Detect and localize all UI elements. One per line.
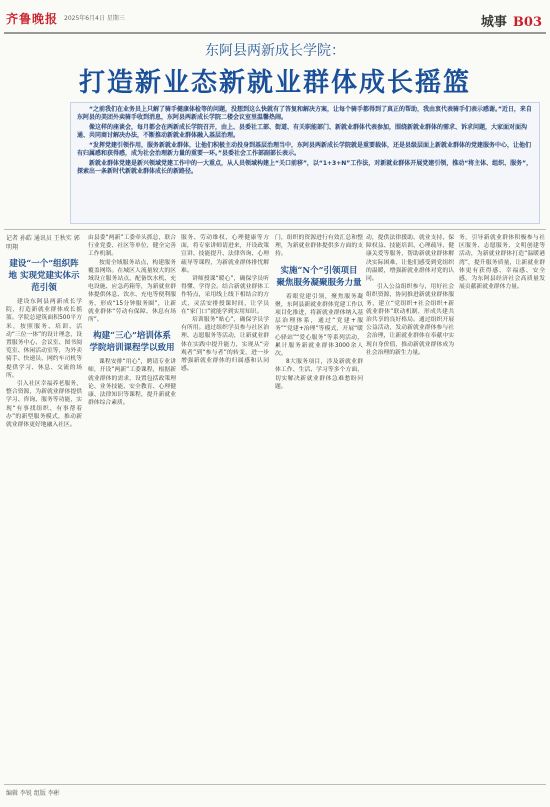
- body-paragraph: 建设东阿县两新成长学院，打造新就业群体成长摇篮。学院总建筑面积500平方米，按照服务、培训、活动“三位一体”的设计理念，设置服务中心、会议室、图书阅览室、休闲活动室等，为外卖骑手、快递员、网约车司机等提供学习、休息、交流的场所。: [6, 299, 82, 379]
- body-paragraph: 服务、劳动维权、心理健康等方面，将专家讲师请进来，开设政策宣讲、技能提升、法律咨询、心理疏导等课程，为新就业群体排忧解难。: [181, 235, 269, 274]
- reporter: 通讯员 王秋实: [33, 235, 72, 242]
- column-6: [459, 234, 545, 780]
- body-paragraph: 动，提供法律援助、就业支持、保障权益、技能培训、心理疏导、健康关爱等服务，帮助新就业群体解决实际困难，让他们感受到党组织的温暖，增强新就业群体对党的认同。: [366, 235, 454, 283]
- section-heading: 建设“一个”组织阵地 实现党建实体示范引领: [8, 259, 80, 293]
- divider: [4, 229, 546, 230]
- column-4: [275, 234, 363, 780]
- footer-rule: [4, 784, 546, 785]
- article-subtitle: 东阿县两新成长学院：: [205, 43, 345, 59]
- body-paragraph: 引入公益组织参与，用好社会组织资源，协同推进新就业群体服务，建立“党组织+社会组织+新就业群体”联动机制，形成共建共治共享的良好格局。通过组织开展公益活动，发动新就业群体参与社会治理，让新就业群体在奉献中实现自身价值，推动新就业群体成为社会治理的新生力量。: [366, 284, 454, 356]
- page-code: B03: [512, 15, 542, 30]
- reporter: 郭明翔: [6, 235, 80, 251]
- body-paragraph: 8大服务项目，涉及新就业群体工作、生活、学习等多个方面，切实解决新就业群体急难愁盼问题。: [275, 359, 363, 390]
- page-header: [0, 0, 550, 36]
- section-label: [481, 11, 542, 30]
- body-paragraph: 由县委“两新”工委牵头抓总，联合行业党委、社区等单位，健全完善工作机制。: [88, 235, 176, 258]
- issue-date: 2025年6月4日 星期三: [64, 15, 125, 22]
- lead-box: [70, 102, 540, 224]
- body-paragraph: 按需全域服务站点，构建服务覆盖网络。在城区人流量较大的区域设立服务站点，配备饮水机、充电设施、应急药箱等，为新就业群体提供休息、饮水、充电等便利服务，形成“15分钟服务圈”，让新就业群体“劳动有保障、休息有场所”。: [88, 259, 176, 324]
- lead-paragraph: 新就业群体党建是新兴领域党建工作中的一大重点，从人员领域构建上“关口前移”，以“1+3+N”工作法，对新就业群体开展党建引领，推动“将主体、组织、服务”，探索出一条新时代新就业群体成长的新路径。: [77, 160, 533, 175]
- section-heading: 构建“三心”培训体系 学院培训课程学以致用: [89, 331, 175, 354]
- column-2: [88, 234, 176, 780]
- column-5: [366, 234, 454, 780]
- section-name: 城事: [480, 15, 507, 30]
- article-title: 打造新业态新就业群体成长摇篮: [78, 68, 471, 98]
- reporter: 记者 孙皓: [6, 235, 32, 242]
- newspaper-logo: 齐鲁晚报: [6, 12, 59, 26]
- body-paragraph: 引入社区幸福养老服务，整合资源，为新就业群体提供学习、咨询、服务等功能，实现“有事找组织、有事帮着办”的新型服务模式，推动新就业群体更好地融入社区。: [6, 381, 82, 429]
- section-heading: 实施“N个”引领项目 聚焦服务凝聚服务力量: [276, 265, 362, 288]
- editor-credits: 编辑 李锐 组版 李彬: [6, 790, 60, 797]
- body-paragraph: 讲师授课“暖心”，确保学员听得懂、学得会。结合新就业群体工作特点，采用线上线下相结合的方式，灵活安排授课时间，让学员在“家门口”就能学到实用知识。: [181, 276, 269, 315]
- lead-paragraph: “发挥党建引领作用，服务新就业群体，让他们积极主动投身到基层治理当中，东阿县两新成长学院就是重要载体，还是县级层面上新就业群体的党建服务中心，让他们有归属感和获得感，成为社会治理新力量的重要一环。”县委社会工作部副部长表示。: [77, 142, 531, 157]
- column-3: [181, 234, 269, 780]
- column-1: [6, 234, 82, 780]
- lead-paragraph: “之前我们在业务员上只解了骑手健康体检等的问题，没想到这么快就有了答复和解决方案，让每个骑手都得到了真正的帮助，我由衷代表骑手们表示感谢。”近日，来自东阿县的美团外卖骑手收到消息，东阿县两新成长学院二楼会议室里温馨热闹。: [77, 106, 532, 121]
- body-paragraph: 培训服务“贴心”，确保学员学有所用。通过组织学员参与社区治理、志愿服务等活动，让新就业群体在实践中提升能力，实现从“旁观者”到“参与者”的转变，进一步增强新就业群体的归属感和认同感。: [181, 317, 269, 373]
- body-paragraph: 课程安排“用心”，聘请专业讲师，开设“两新”工委课程，根据新就业群体的需求，设置包括政策理论、业务技能、安全教育、心理健康、法律知识等课程，提升新就业群体综合素质。: [88, 359, 176, 407]
- body-paragraph: 门，组织的资源进行有效汇总和整理，为新就业群体提供多方面的支持。: [275, 235, 363, 258]
- body-paragraph: 务，引导新就业群体积极参与社区服务、志愿服务、文明创建等活动，为新就业群体打造“温暖港湾”，提升服务质量，让新就业群体更有获得感、幸福感、安全感，为东阿县经济社会高质量发展贡献新就业群体力量。: [459, 235, 545, 291]
- lead-paragraph: 像这样的座谈会，每月都会在两新成长学院召开，由上、县委社工部、街道、有关职能部门、新就业群体代表参加，围绕新就业群体的需求、诉求问题，大家面对面沟通、共同商讨解决办法，不断推动新就业群体融入基层治理。: [77, 124, 528, 139]
- header-rule: [4, 32, 546, 34]
- body-paragraph: 着眼党建引领，聚焦服务凝聚，东阿县新就业群体党建工作以项目化推进，将新就业群体纳入基层治理体系，通过“党建+服务”“党建+治理”等模式，开展“暖心驿站”“爱心服务”等系列活动，累计服务新就业群体3000余人次。: [275, 293, 363, 358]
- byline: [6, 234, 82, 252]
